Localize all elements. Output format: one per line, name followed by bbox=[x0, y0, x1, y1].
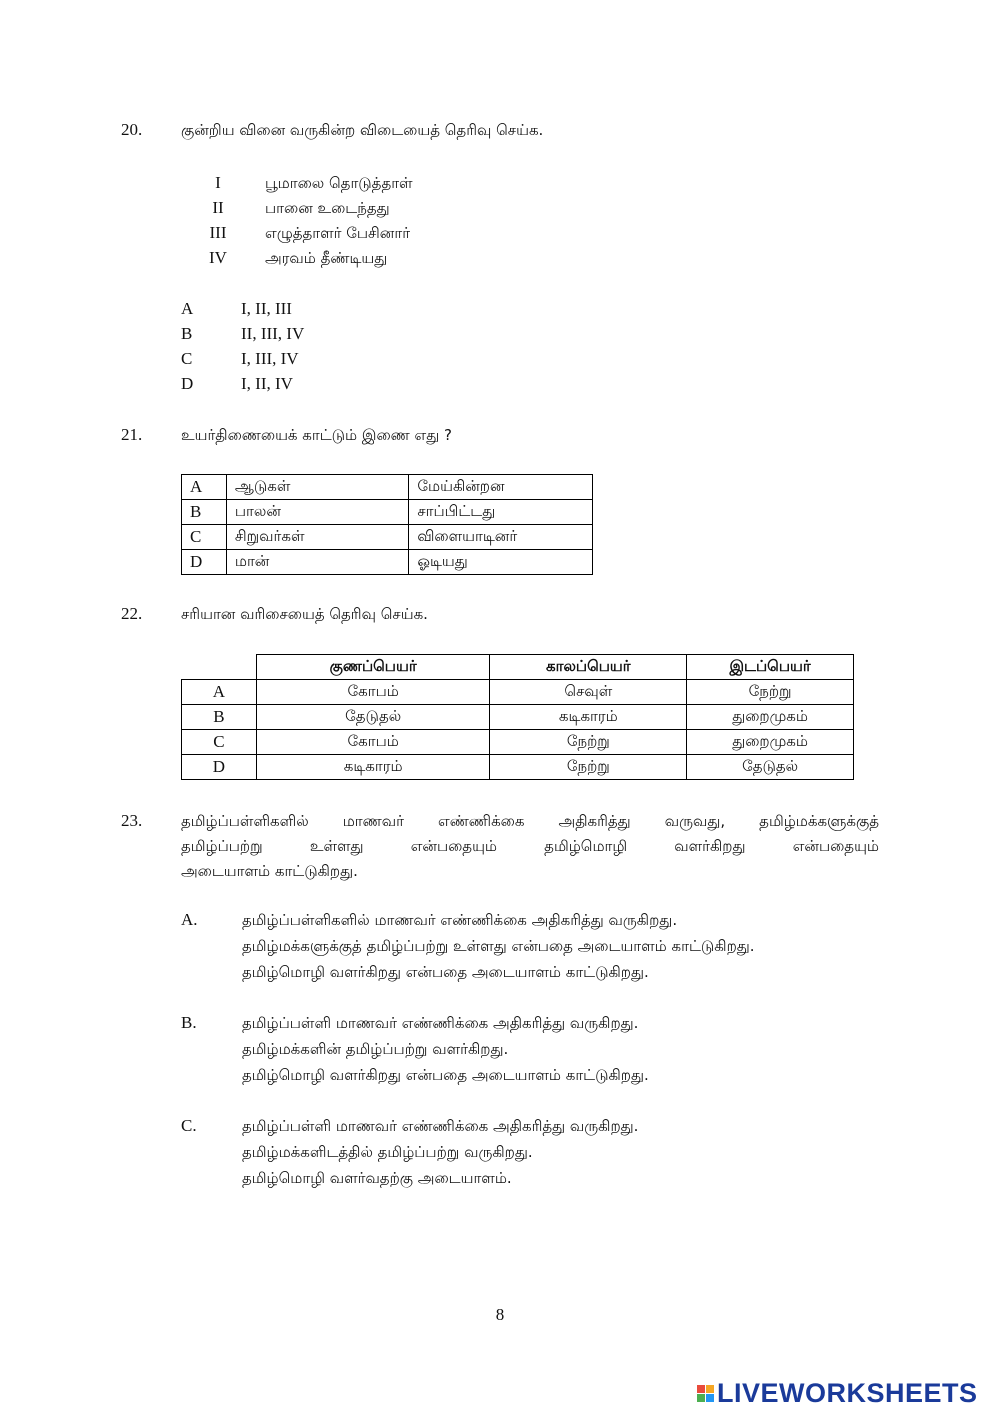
option-line: தமிழ்மொழி வளர்கிறது என்பதை அடையாளம் காட்டுகிறது. bbox=[242, 963, 649, 981]
table-cell: ஆடுகள் bbox=[226, 475, 408, 500]
table-row[interactable] bbox=[182, 680, 854, 705]
table-cell: நேற்று bbox=[490, 730, 687, 755]
q23-option-c[interactable] bbox=[242, 1113, 638, 1191]
q23-question-line: தமிழ்ப்பற்று உள்ளது என்பதையும் தமிழ்மொழி வளர்கிறது என்பதையும் bbox=[181, 837, 879, 855]
row-letter: A bbox=[182, 475, 227, 500]
column-header: இடப்பெயர் bbox=[687, 655, 854, 680]
row-letter: C bbox=[182, 730, 257, 755]
logo-text: LIVEWORKSHEETS bbox=[717, 1377, 978, 1408]
q21-number: 21. bbox=[121, 425, 143, 444]
table-cell: தேடுதல் bbox=[256, 705, 490, 730]
table-cell: சாப்பிட்டது bbox=[409, 500, 593, 525]
option-line: தமிழ்மக்களுக்குத் தமிழ்ப்பற்று உள்ளது என்பதை அடையாளம் காட்டுகிறது. bbox=[242, 937, 755, 955]
row-letter: B bbox=[182, 500, 227, 525]
q20-item-roman: IV bbox=[209, 248, 227, 267]
table-row[interactable] bbox=[182, 525, 593, 550]
q23-question-line: தமிழ்ப்பள்ளிகளில் மாணவர் எண்ணிக்கை அதிகரித்து வருவது, தமிழ்மக்களுக்குத் bbox=[181, 812, 879, 830]
option-letter: A bbox=[181, 299, 194, 318]
q23-option-b[interactable] bbox=[242, 1010, 649, 1088]
q23-option-b-letter: B. bbox=[181, 1013, 197, 1032]
table-row[interactable] bbox=[182, 705, 854, 730]
row-letter: D bbox=[182, 755, 257, 780]
q20-item-text: எழுத்தாளர் பேசினார் bbox=[265, 224, 411, 242]
table-row[interactable] bbox=[182, 475, 593, 500]
q20-item-text: பானை உடைந்தது bbox=[265, 199, 390, 217]
option-line: தமிழ்ப்பள்ளிகளில் மாணவர் எண்ணிக்கை அதிகரித்து வருகிறது. bbox=[242, 911, 678, 929]
q20-option-b[interactable] bbox=[181, 321, 304, 346]
page-number: 8 bbox=[495, 1305, 505, 1324]
table-cell: சிறுவர்கள் bbox=[226, 525, 408, 550]
option-line: தமிழ்மக்களின் தமிழ்ப்பற்று வளர்கிறது. bbox=[242, 1040, 509, 1058]
q23-number: 23. bbox=[121, 811, 143, 830]
q20-question: குன்றிய வினை வருகின்ற விடையைத் தெரிவு செய்க. bbox=[181, 121, 544, 139]
table-cell: மேய்கின்றன bbox=[409, 475, 593, 500]
q23-question-line: அடையாளம் காட்டுகிறது. bbox=[181, 862, 358, 880]
row-letter: A bbox=[182, 680, 257, 705]
q20-item-text: பூமாலை தொடுத்தாள் bbox=[265, 174, 413, 192]
row-letter: D bbox=[182, 550, 227, 575]
row-letter: B bbox=[182, 705, 257, 730]
table-row[interactable] bbox=[182, 755, 854, 780]
option-letter: C bbox=[181, 349, 193, 368]
option-value: I, II, III bbox=[241, 299, 292, 318]
q21-table bbox=[181, 474, 593, 575]
q20-option-a[interactable] bbox=[181, 296, 304, 321]
table-cell: கடிகாரம் bbox=[256, 755, 490, 780]
option-line: தமிழ்மொழி வளர்வதற்கு அடையாளம். bbox=[242, 1169, 512, 1187]
table-row[interactable] bbox=[182, 550, 593, 575]
blank-cell bbox=[182, 655, 257, 680]
option-letter: B bbox=[181, 324, 193, 343]
q20-item-roman: I bbox=[215, 173, 221, 192]
option-letter: D bbox=[181, 374, 194, 393]
column-header: குணப்பெயர் bbox=[256, 655, 490, 680]
table-cell: பாலன் bbox=[226, 500, 408, 525]
table-cell: கடிகாரம் bbox=[490, 705, 687, 730]
option-value: I, III, IV bbox=[241, 349, 299, 368]
q20-option-d[interactable] bbox=[181, 371, 304, 396]
row-letter: C bbox=[182, 525, 227, 550]
table-cell: துறைமுகம் bbox=[687, 730, 854, 755]
q21-question: உயர்திணையைக் காட்டும் இணை எது ? bbox=[181, 426, 452, 444]
q23-option-a-letter: A. bbox=[181, 910, 198, 929]
q20-item-roman: III bbox=[209, 223, 227, 242]
table-cell: மான் bbox=[226, 550, 408, 575]
q20-items bbox=[193, 170, 413, 270]
q23-option-a[interactable] bbox=[242, 907, 755, 985]
option-value: I, II, IV bbox=[241, 374, 293, 393]
option-line: தமிழ்ப்பள்ளி மாணவர் எண்ணிக்கை அதிகரித்து வருகிறது. bbox=[242, 1117, 639, 1135]
table-row[interactable] bbox=[182, 730, 854, 755]
table-cell: நேற்று bbox=[687, 680, 854, 705]
option-line: தமிழ்மக்களிடத்தில் தமிழ்ப்பற்று வருகிறது. bbox=[242, 1143, 533, 1161]
table-row[interactable] bbox=[182, 500, 593, 525]
table-cell: துறைமுகம் bbox=[687, 705, 854, 730]
q23-option-c-letter: C. bbox=[181, 1116, 197, 1135]
table-cell: விளையாடினர் bbox=[409, 525, 593, 550]
table-header-row bbox=[182, 655, 854, 680]
table-cell: தேடுதல் bbox=[687, 755, 854, 780]
table-cell: கோபம் bbox=[256, 730, 490, 755]
q20-options bbox=[181, 296, 304, 396]
q20-item-text: அரவம் தீண்டியது bbox=[265, 249, 388, 267]
liveworksheets-logo[interactable] bbox=[697, 1377, 978, 1409]
q20-item-roman: II bbox=[212, 198, 224, 217]
option-line: தமிழ்ப்பள்ளி மாணவர் எண்ணிக்கை அதிகரித்து வருகிறது. bbox=[242, 1014, 639, 1032]
option-value: II, III, IV bbox=[241, 324, 305, 343]
logo-icon bbox=[697, 1385, 714, 1402]
column-header: காலப்பெயர் bbox=[490, 655, 687, 680]
table-cell: செவுள் bbox=[490, 680, 687, 705]
q20-number: 20. bbox=[121, 120, 143, 139]
table-cell: ஓடியது bbox=[409, 550, 593, 575]
option-line: தமிழ்மொழி வளர்கிறது என்பதை அடையாளம் காட்டுகிறது. bbox=[242, 1066, 649, 1084]
q20-option-c[interactable] bbox=[181, 346, 304, 371]
q22-question: சரியான வரிசையைத் தெரிவு செய்க. bbox=[181, 605, 428, 623]
table-cell: கோபம் bbox=[256, 680, 490, 705]
table-cell: நேற்று bbox=[490, 755, 687, 780]
q22-table bbox=[181, 654, 854, 780]
q22-number: 22. bbox=[121, 604, 143, 623]
